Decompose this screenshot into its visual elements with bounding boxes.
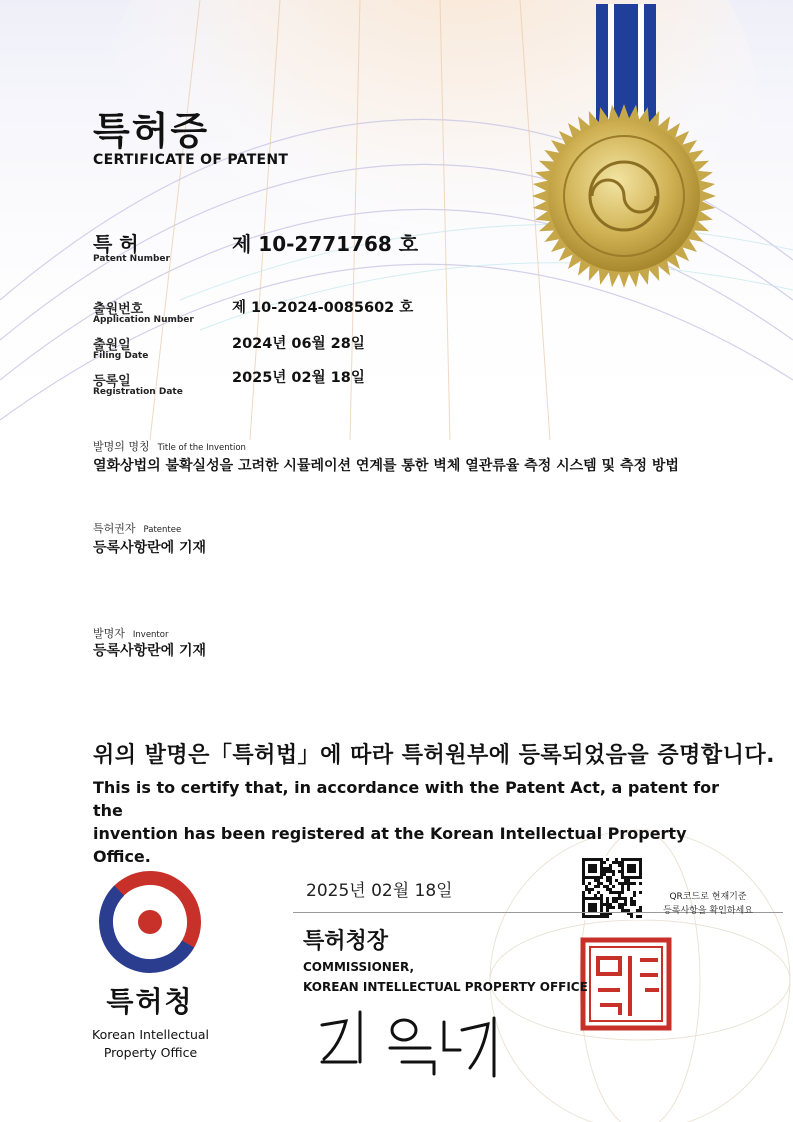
inventor-label-ko: 발명자 xyxy=(93,627,125,640)
certification-statement-ko: 위의 발명은「특허법」에 따라 특허원부에 등록되었음을 증명합니다. xyxy=(93,743,775,768)
patentee-value: 등록사항란에 기재 xyxy=(93,540,207,556)
commissioner-title-en-line1: COMMISSIONER, xyxy=(303,960,415,974)
certification-statement-en-line2: invention has been registered at the Korean Intellectual Property Office. xyxy=(93,824,687,866)
application-number-label-en: Application Number xyxy=(93,315,194,325)
filing-date-label-en: Filing Date xyxy=(93,351,149,361)
registration-date-label-ko: 등록일 xyxy=(93,374,131,389)
invention-title: 열화상법의 불확실성을 고려한 시뮬레이션 연계를 통한 벽체 열관류율 측정 시스템 및 측정 방법 xyxy=(93,458,679,474)
ribbon xyxy=(596,4,656,124)
commissioner-title-ko: 특허청장 xyxy=(303,929,389,954)
qr-caption-line2: 등록사항을 확인하세요 xyxy=(663,906,753,916)
inventor-value: 등록사항란에 기재 xyxy=(93,643,207,659)
invention-label xyxy=(93,435,246,454)
gold-seal xyxy=(532,104,716,288)
application-number-label-ko: 출원번호 xyxy=(93,302,144,317)
certificate-title-en: CERTIFICATE OF PATENT xyxy=(93,152,289,168)
patentee-label-ko: 특허권자 xyxy=(93,522,136,535)
certificate-title-ko: 특허증 xyxy=(93,109,210,153)
kipo-emblem xyxy=(90,862,210,982)
commissioner-title-en-line2: KOREAN INTELLECTUAL PROPERTY OFFICE xyxy=(303,980,588,994)
patentee-label xyxy=(93,517,181,536)
invention-label-en: Title of the Invention xyxy=(157,443,246,453)
inventor-label xyxy=(93,622,168,641)
invention-label-ko: 발명의 명칭 xyxy=(93,440,150,453)
patent-number-label-ko: 특 허 xyxy=(93,232,139,256)
office-name-ko: 특허청 xyxy=(106,985,194,1018)
office-name-en xyxy=(83,1026,218,1062)
registration-date-value: 2025년 02월 18일 xyxy=(232,370,365,386)
office-name-en-line2: Property Office xyxy=(103,1045,198,1060)
application-number-value: 제 10-2024-0085602 호 xyxy=(232,300,414,316)
certification-statement-en xyxy=(93,776,733,868)
patent-number-value: 제 10-2771768 호 xyxy=(232,232,419,256)
filing-date-label-ko: 출원일 xyxy=(93,338,131,353)
filing-date-value: 2024년 06월 28일 xyxy=(232,336,365,352)
commissioner-title-en xyxy=(303,957,588,997)
signature xyxy=(322,1012,494,1076)
issue-date: 2025년 02월 18일 xyxy=(306,881,453,901)
inventor-label-en: Inventor xyxy=(132,630,169,640)
patentee-label-en: Patentee xyxy=(143,525,182,535)
certification-statement-en-line1: This is to certify that, in accordance with the Patent Act, a patent for the xyxy=(93,778,720,820)
registration-date-label-en: Registration Date xyxy=(93,387,183,397)
red-stamp xyxy=(583,940,669,1028)
qr-caption xyxy=(648,890,768,918)
office-name-en-line1: Korean Intellectual xyxy=(92,1027,209,1042)
qr-caption-line1: QR코드로 현재기준 xyxy=(669,892,747,902)
patent-number-label-en: Patent Number xyxy=(93,254,170,264)
